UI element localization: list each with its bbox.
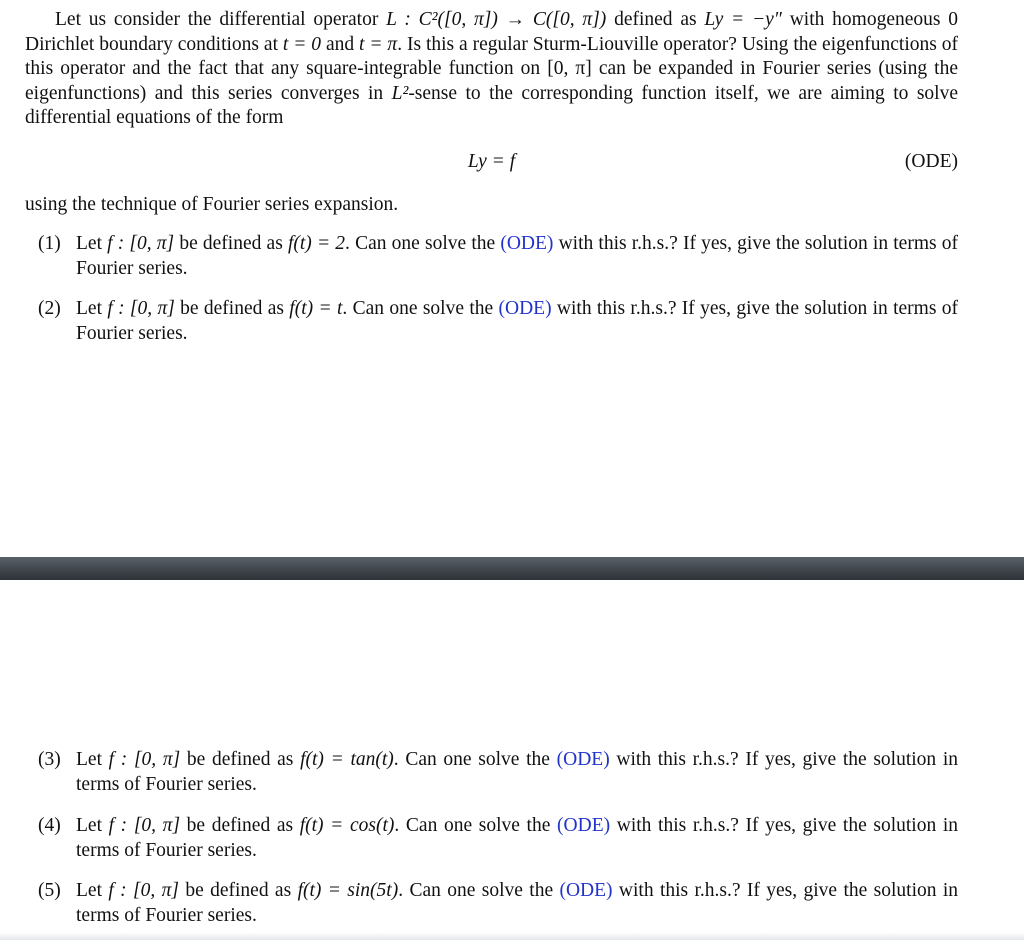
rhs-math: f(t) = t	[289, 298, 343, 319]
equation-label: (ODE)	[904, 151, 958, 172]
question-3	[38, 748, 958, 797]
question-text: with this r.h.s.? If yes, give the solution in terms of Fourier series.	[76, 233, 958, 279]
page-divider	[0, 557, 1024, 580]
ode-reference-link[interactable]: (ODE)	[556, 749, 610, 770]
question-number: (4)	[38, 815, 61, 836]
question-text: Let	[76, 815, 109, 836]
domain-math: f : [0, π]	[107, 233, 175, 254]
domain-math: f : [0, π]	[108, 815, 181, 836]
boundary-condition-math: t = π	[359, 33, 398, 55]
intro-text: defined as	[606, 9, 705, 30]
ode-reference-link[interactable]: (ODE)	[498, 298, 552, 319]
definition-math: Ly = −y″	[704, 9, 782, 30]
question-text: with this r.h.s.? If yes, give the solution in terms of Fourier series.	[76, 880, 959, 926]
question-text: . Can one solve the	[342, 298, 499, 319]
intro-text: . Is this a regular Sturm-Liouville operator? Using the eigenfunctions of this operator and the fact that any square-integrable function on	[25, 33, 959, 80]
question-number: (3)	[38, 749, 61, 770]
ode-reference-link[interactable]: (ODE)	[557, 815, 611, 836]
question-text: be defined as	[180, 815, 300, 836]
l2-math: L²	[391, 82, 409, 104]
ode-reference-link[interactable]: (ODE)	[500, 233, 554, 254]
equation-math: Ly = f	[467, 151, 516, 172]
rhs-math: f(t) = 2	[287, 233, 346, 254]
question-1	[38, 232, 958, 281]
question-number: (2)	[38, 298, 61, 319]
ode-equation	[25, 150, 958, 174]
domain-math: f : [0, π]	[108, 880, 179, 901]
question-text: be defined as	[174, 298, 290, 319]
after-equation-text: using the technique of Fourier series expansion.	[25, 194, 399, 215]
question-text: Let	[76, 233, 108, 254]
page-bottom	[0, 580, 1024, 940]
question-text: with this r.h.s.? If yes, give the solution in terms of Fourier series.	[76, 298, 958, 344]
question-text: . Can one solve the	[394, 815, 558, 836]
interval-math: [0, π]	[547, 58, 592, 80]
question-2	[38, 297, 958, 346]
question-text: be defined as	[174, 233, 288, 254]
rhs-math: f(t) = cos(t)	[299, 815, 395, 836]
domain-math: f : [0, π]	[107, 298, 175, 319]
domain-math: f : [0, π]	[108, 749, 181, 770]
intro-paragraph	[25, 8, 958, 131]
intro-text: with homogeneous 0 Dirichlet boundary conditions at	[25, 9, 958, 55]
question-number: (5)	[38, 880, 61, 901]
question-text: Let	[76, 298, 108, 319]
intro-text: Let us consider the differential operator	[55, 9, 387, 30]
intro-text: and	[321, 33, 360, 55]
bottom-fade	[0, 932, 1024, 940]
question-4	[38, 814, 958, 863]
operator-math: L : C²([0, π]) → C([0, π])	[386, 9, 607, 30]
question-5	[38, 879, 958, 928]
rhs-math: f(t) = tan(t)	[300, 749, 394, 770]
ode-reference-link[interactable]: (ODE)	[559, 880, 613, 901]
question-text: with this r.h.s.? If yes, give the solution in terms of Fourier series.	[76, 815, 959, 861]
question-text: . Can one solve the	[398, 880, 560, 901]
question-text: . Can one solve the	[345, 233, 501, 254]
boundary-condition-math: t = 0	[282, 33, 322, 55]
question-number: (1)	[38, 233, 61, 254]
question-text: . Can one solve the	[393, 749, 557, 770]
question-text: with this r.h.s.? If yes, give the solution in terms of Fourier series.	[76, 749, 959, 795]
rhs-math: f(t) = sin(5t)	[297, 880, 399, 901]
question-text: be defined as	[180, 749, 301, 770]
intro-text: -sense to the corresponding function itself, we are aiming to solve differential equations of the form	[25, 82, 958, 129]
intro-text: can be expanded in Fourier series (using the eigenfunctions) and this series converges in	[25, 58, 958, 104]
question-text: be defined as	[178, 880, 298, 901]
question-text: Let	[76, 749, 109, 770]
question-text: Let	[76, 880, 109, 901]
